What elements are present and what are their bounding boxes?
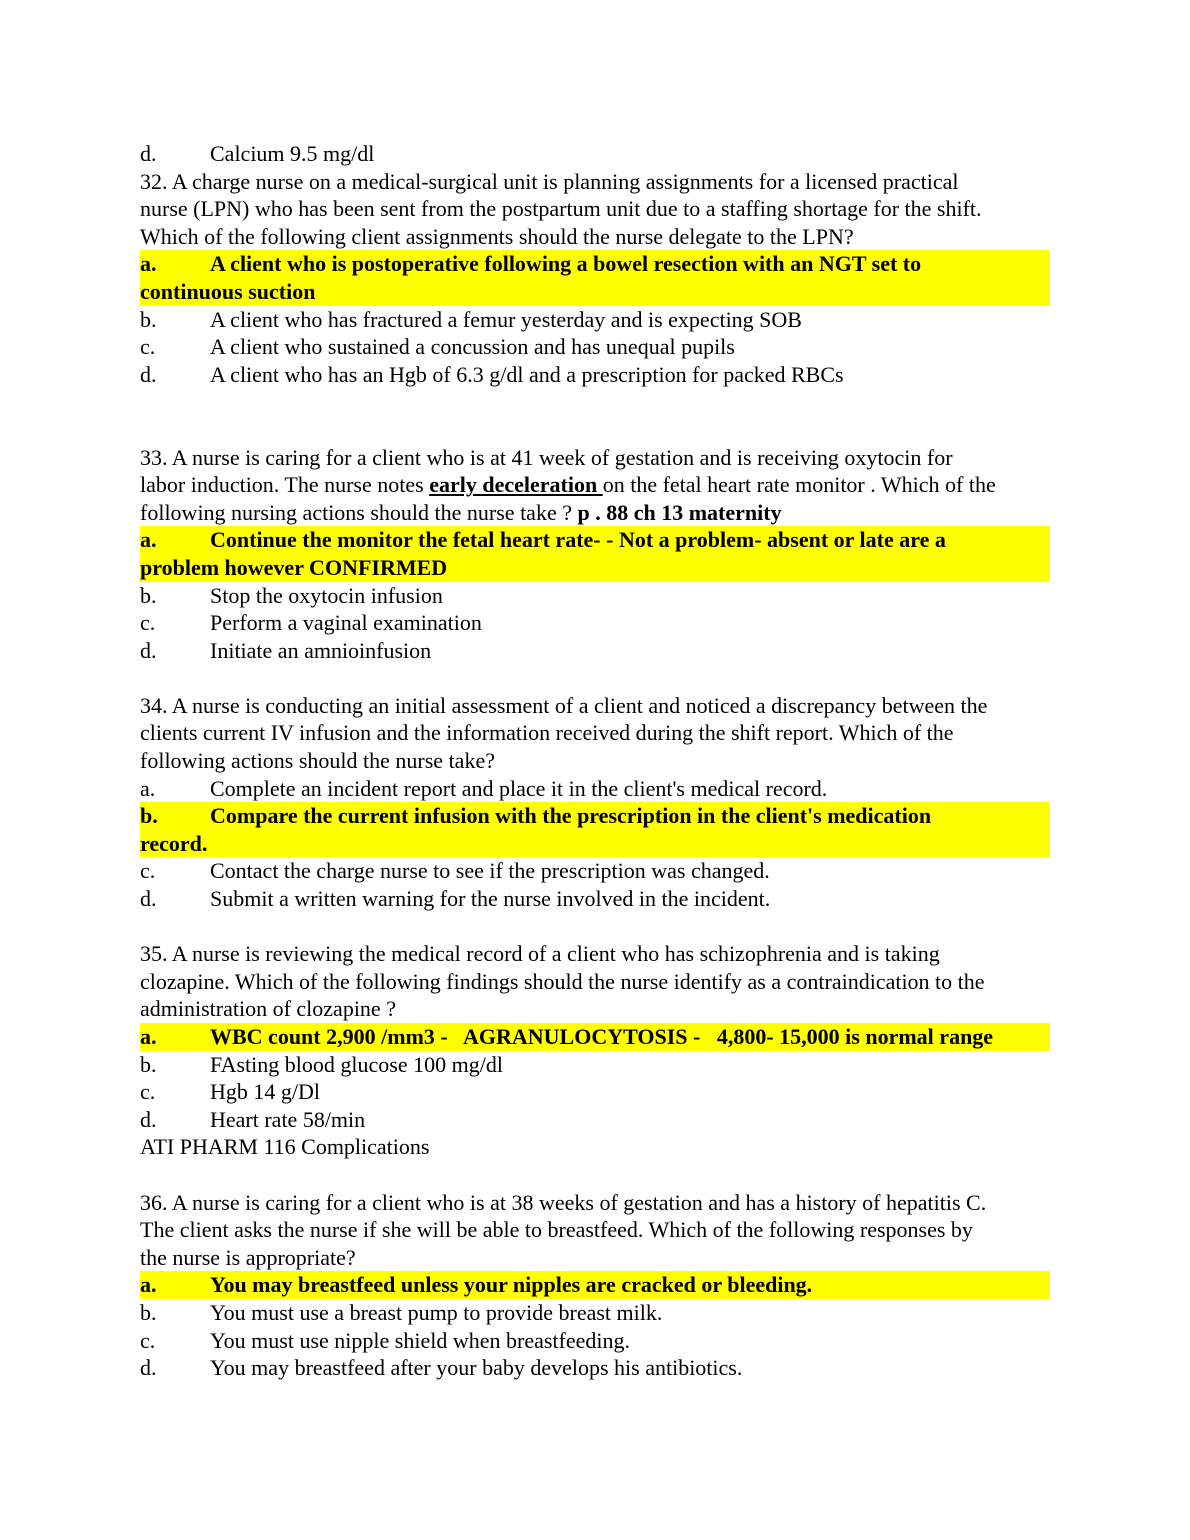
option-text: A client who sustained a concussion and has unequal pupils bbox=[210, 334, 735, 360]
q34-option-a bbox=[140, 775, 1050, 803]
option-label: c. bbox=[140, 610, 156, 636]
blank-line bbox=[140, 1161, 1050, 1189]
q36-stem-line-2: The client asks the nurse if she will be able to breastfeed. Which of the following responses by bbox=[140, 1217, 973, 1243]
q32-option-d bbox=[140, 361, 1050, 389]
option-text: A client who has an Hgb of 6.3 g/dl and a prescription for packed RBCs bbox=[210, 361, 844, 387]
option-text: Hgb 14 g/Dl bbox=[210, 1079, 320, 1105]
option-label: d. bbox=[140, 1355, 157, 1381]
option-label: a. bbox=[140, 251, 157, 277]
q35-reference: ATI PHARM 116 Complications bbox=[140, 1134, 430, 1160]
option-label: a. bbox=[140, 527, 157, 553]
option-text: WBC count 2,900 /mm3 - AGRANULOCYTOSIS - 4,800- 15,000 is normal range bbox=[210, 1024, 994, 1049]
option-label: d. bbox=[140, 886, 157, 912]
q35-option-c bbox=[140, 1078, 1050, 1106]
q34-stem-line-1: 34. A nurse is conducting an initial assessment of a client and noticed a discrepancy between the bbox=[140, 692, 988, 718]
blank-line bbox=[140, 664, 1050, 692]
q34-option-d bbox=[140, 885, 1050, 913]
q32-option-c bbox=[140, 333, 1050, 361]
document-page bbox=[140, 140, 1050, 1382]
stem-text: following nursing actions should the nurse take ? bbox=[140, 499, 578, 525]
q35-stem-line-1: 35. A nurse is reviewing the medical record of a client who has schizophrenia and is taking bbox=[140, 941, 940, 967]
option-text: You must use nipple shield when breastfeeding. bbox=[210, 1327, 630, 1353]
q32-stem-line-2: nurse (LPN) who has been sent from the postpartum unit due to a staffing shortage for the shift. bbox=[140, 196, 982, 222]
option-label: c. bbox=[140, 334, 156, 360]
stem-text: labor induction. The nurse notes bbox=[140, 472, 430, 498]
option-label: b. bbox=[140, 1051, 157, 1077]
option-text-line-1: Continue the monitor the fetal heart rate- - Not a problem- absent or late are a bbox=[210, 527, 946, 553]
q36-option-b bbox=[140, 1299, 1050, 1327]
option-text: Stop the oxytocin infusion bbox=[210, 582, 443, 608]
option-text: A client who has fractured a femur yesterday and is expecting SOB bbox=[210, 306, 802, 332]
option-label: c. bbox=[140, 1327, 156, 1353]
option-text-line-2: problem however CONFIRMED bbox=[140, 554, 448, 580]
option-text: You must use a breast pump to provide breast milk. bbox=[210, 1299, 663, 1325]
option-label: b. bbox=[140, 1299, 157, 1325]
q33-option-c bbox=[140, 609, 1050, 637]
option-text: Initiate an amnioinfusion bbox=[210, 637, 432, 663]
option-label: a. bbox=[140, 775, 156, 801]
q33-option-d bbox=[140, 637, 1050, 665]
q34-stem-line-2: clients current IV infusion and the information received during the shift report. Which of the bbox=[140, 720, 954, 746]
option-text: Perform a vaginal examination bbox=[210, 610, 482, 636]
q36-stem-line-1: 36. A nurse is caring for a client who is at 38 weeks of gestation and has a history of hepatitis C. bbox=[140, 1189, 987, 1215]
option-text: Heart rate 58/min bbox=[210, 1106, 366, 1132]
q34-option-c bbox=[140, 857, 1050, 885]
q32-stem-line-1: 32. A charge nurse on a medical-surgical unit is planning assignments for a licensed practical bbox=[140, 168, 959, 194]
option-label: b. bbox=[140, 803, 158, 829]
option-text: Submit a written warning for the nurse involved in the incident. bbox=[210, 886, 771, 912]
option-label: a. bbox=[140, 1272, 157, 1298]
q32-option-a-correct bbox=[140, 250, 1050, 305]
option-text: Contact the charge nurse to see if the prescription was changed. bbox=[210, 858, 770, 884]
q34-stem-line-3: following actions should the nurse take? bbox=[140, 748, 495, 774]
q32-option-b bbox=[140, 306, 1050, 334]
option-label: a. bbox=[140, 1024, 157, 1049]
option-label: d. bbox=[140, 637, 157, 663]
option-label: d. bbox=[140, 361, 157, 387]
option-text-line-1: A client who is postoperative following a bowel resection with an NGT set to bbox=[210, 251, 922, 277]
option-text: You may breastfeed unless your nipples are cracked or bleeding. bbox=[210, 1272, 813, 1298]
option-text-line-1: Compare the current infusion with the prescription in the client's medication bbox=[210, 803, 932, 829]
option-label: d. bbox=[140, 141, 157, 166]
stem-text: on the fetal heart rate monitor . Which of the bbox=[602, 472, 996, 498]
emphasized-term: early deceleration bbox=[429, 472, 603, 498]
q35-stem-line-3: administration of clozapine ? bbox=[140, 996, 396, 1022]
q35-stem-line-2: clozapine. Which of the following findings should the nurse identify as a contraindication to the bbox=[140, 968, 985, 994]
q32-stem-line-3: Which of the following client assignments should the nurse delegate to the LPN? bbox=[140, 223, 854, 249]
q31-option-d bbox=[140, 140, 1050, 168]
q33-stem-line-3 bbox=[140, 499, 1050, 527]
q33-option-a-correct bbox=[140, 526, 1050, 581]
q36-option-d bbox=[140, 1354, 1050, 1382]
blank-line bbox=[140, 416, 1050, 444]
q35-option-d bbox=[140, 1106, 1050, 1134]
q33-option-b bbox=[140, 582, 1050, 610]
reference-note: p . 88 ch 13 maternity bbox=[577, 499, 782, 525]
option-text: You may breastfeed after your baby develops his antibiotics. bbox=[210, 1355, 743, 1381]
option-label: b. bbox=[140, 306, 157, 332]
option-label: b. bbox=[140, 582, 157, 608]
blank-line bbox=[140, 913, 1050, 941]
q36-option-a-correct bbox=[140, 1271, 1050, 1299]
q33-stem-line-2 bbox=[140, 471, 1050, 499]
q35-option-a-correct bbox=[140, 1023, 1050, 1051]
q35-option-b bbox=[140, 1051, 1050, 1079]
option-label: d. bbox=[140, 1106, 157, 1132]
option-label: c. bbox=[140, 1079, 156, 1105]
option-text: Calcium 9.5 mg/dl bbox=[210, 141, 375, 166]
q34-option-b-correct bbox=[140, 802, 1050, 857]
option-label: c. bbox=[140, 858, 156, 884]
option-text-line-2: record. bbox=[140, 830, 208, 856]
option-text: Complete an incident report and place it in the client's medical record. bbox=[210, 775, 828, 801]
q33-stem-line-1: 33. A nurse is caring for a client who is at 41 week of gestation and is receiving oxytocin for bbox=[140, 444, 953, 470]
option-text-line-2: continuous suction bbox=[140, 278, 316, 304]
q36-stem-line-3: the nurse is appropriate? bbox=[140, 1244, 356, 1270]
blank-line bbox=[140, 388, 1050, 416]
option-text: FAsting blood glucose 100 mg/dl bbox=[210, 1051, 503, 1077]
q36-option-c bbox=[140, 1327, 1050, 1355]
